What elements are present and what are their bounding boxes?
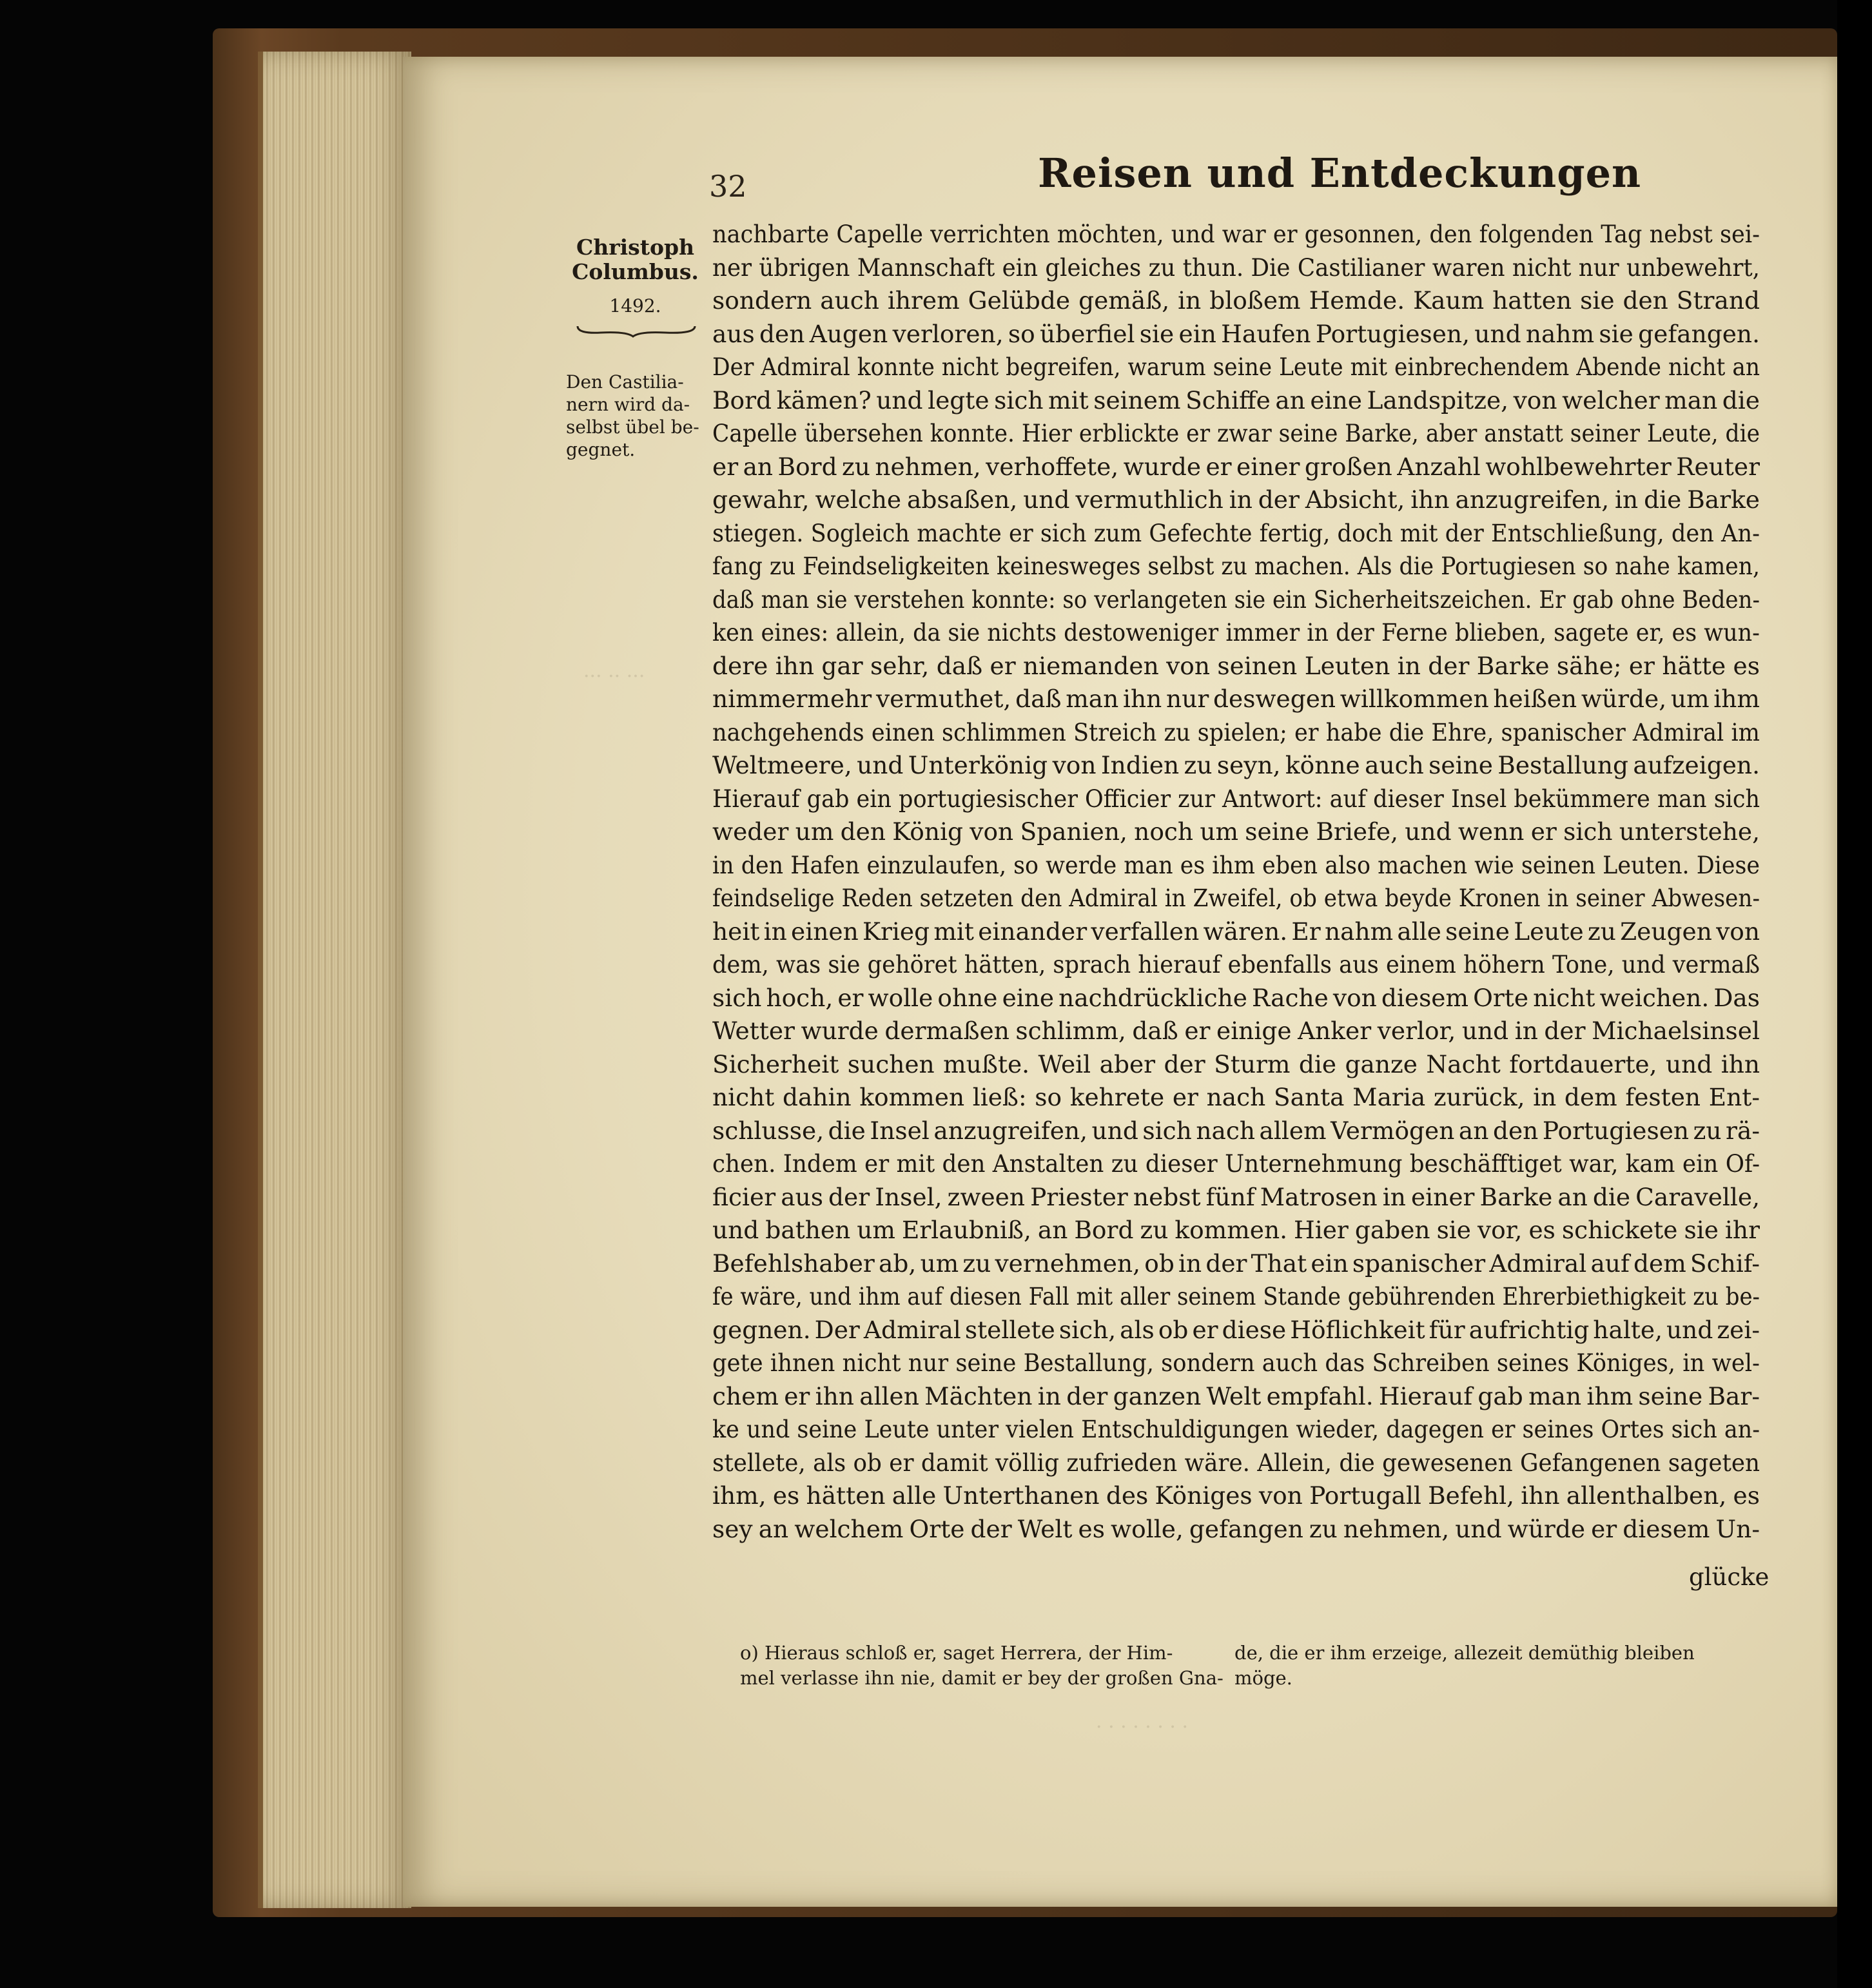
text-line: sich hoch, er wolle ohne eine nachdrückliche Rache von diesem Orte nicht weichen. Das [712, 983, 1760, 1012]
text-line: fe wäre, und ihm auf diesen Fall mit aller seinem Stande gebührenden Ehrerbiethigkeit zu be- [712, 1282, 1760, 1311]
text-line: gete ihnen nicht nur seine Bestallung, sondern auch das Schreiben seines Königes, in wel- [712, 1349, 1760, 1377]
page-edges [258, 52, 411, 1908]
margin-side-note-line: selbst übel be- [566, 416, 699, 438]
text-line: Sicherheit suchen mußte. Weil aber der Sturm die ganze Nacht fortdauerte, und ihn [712, 1049, 1760, 1078]
text-line: sondern auch ihrem Gelübde gemäß, in bloßem Hemde. Kaum hatten sie den Strand [712, 286, 1760, 315]
margin-year: 1492. [609, 295, 661, 317]
text-line: dem, was sie gehöret hätten, sprach hierauf ebenfalls aus einem höhern Tone, und vermaß [712, 950, 1760, 979]
text-line: nimmermehr vermuthet, daß man ihn nur deswegen willkommen heißen würde, um ihm [712, 685, 1760, 713]
footnote-line: möge. [1234, 1667, 1292, 1689]
footnote-line: o) Hieraus schloß er, saget Herrera, der Him- [740, 1642, 1173, 1664]
footnote-line: mel verlasse ihn nie, damit er bey der großen Gna- [740, 1667, 1224, 1689]
text-line: ner übrigen Mannschaft ein gleiches zu thun. Die Castilianer waren nicht nur unbewehrt, [712, 253, 1760, 282]
text-line: Weltmeere, und Unterkönig von Indien zu seyn, könne auch seine Bestallung aufzeigen. [712, 751, 1760, 779]
margin-heading: Christoph Columbus. [572, 235, 699, 284]
text-line: Der Admiral konnte nicht begreifen, warum seine Leute mit einbrechendem Abende nicht an [712, 353, 1760, 381]
scan-border [1837, 0, 1872, 1988]
catchword: glücke [1689, 1563, 1770, 1591]
text-line: heit in einen Krieg mit einander verfallen wären. Er nahm alle seine Leute zu Zeugen von [712, 917, 1760, 946]
text-line: stellete, als ob er damit völlig zufrieden wäre. Allein, die gewesenen Gefangenen sageten [712, 1448, 1760, 1477]
page-number: 32 [709, 169, 747, 204]
text-line: sey an welchem Orte der Welt es wolle, gefangen zu nehmen, und würde er diesem Un- [712, 1514, 1760, 1543]
footnote-column-2 [1234, 1641, 1770, 1691]
text-line: Bord kämen? und legte sich mit seinem Schiffe an eine Landspitze, von welcher man die [712, 385, 1760, 414]
text-line: nicht dahin kommen ließ: so kehrete er nach Santa Maria zurück, in dem festen Ent- [712, 1083, 1760, 1111]
text-line: Capelle übersehen konnte. Hier erblickte er zwar seine Barke, aber anstatt seiner Leute, die [712, 419, 1760, 447]
margin-side-note-line: nern wird da- [566, 394, 690, 415]
text-line: stiegen. Sogleich machte er sich zum Gefechte fertig, doch mit der Entschließung, den An- [712, 518, 1760, 547]
main-text-block [712, 218, 1760, 1546]
text-line: daß man sie verstehen konnte: so verlangeten sie ein Sicherheitszeichen. Er gab ohne Beden- [712, 585, 1760, 614]
text-line: Wetter wurde dermaßen schlimm, daß er einige Anker verlor, und in der Michaelsinsel [712, 1017, 1760, 1045]
text-line: feindselige Reden setzeten den Admiral in Zweifel, ob etwa beyde Kronen in seiner Abwesen- [712, 884, 1760, 912]
text-line: in den Hafen einzulaufen, so werde man es ihm eben also machen wie seinen Leuten. Diese [712, 850, 1760, 879]
margin-side-note [566, 371, 705, 461]
text-line: ficier aus der Insel, zween Priester nebst fünf Matrosen in einer Barke an die Caravelle, [712, 1182, 1760, 1211]
running-head: Reisen und Entdeckungen [1038, 150, 1642, 197]
text-line: schlusse, die Insel anzugreifen, und sich nach allem Vermögen an den Portugiesen zu rä- [712, 1116, 1760, 1145]
text-line: gegnen. Der Admiral stellete sich, als ob er diese Höflichkeit für aufrichtig halte, und zei- [712, 1315, 1760, 1344]
text-line: und bathen um Erlaubniß, an Bord zu kommen. Hier gaben sie vor, es schickete sie ihr [712, 1216, 1760, 1244]
text-line: nachbarte Capelle verrichten möchten, und war er gesonnen, den folgenden Tag nebst sei- [712, 220, 1760, 248]
margin-side-note-line: Den Castilia- [566, 371, 684, 393]
text-line: ken eines: allein, da sie nichts destoweniger immer in der Ferne blieben, sagete er, es wun- [712, 618, 1760, 647]
footnote-column-1 [740, 1641, 1224, 1691]
text-line: gewahr, welche absaßen, und vermuthlich in der Absicht, ihn anzugreifen, in die Barke [712, 485, 1760, 514]
margin-side-note-line: gegnet. [566, 439, 636, 460]
text-line: weder um den König von Spanien, noch um seine Briefe, und wenn er sich unterstehe, [712, 817, 1760, 846]
text-line: fang zu Feindseligkeiten keinesweges selbst zu machen. Als die Portugiesen so nahe kamen, [712, 552, 1760, 580]
text-line: chen. Indem er mit den Anstalten zu dieser Unternehmung beschäfftiget war, kam ein Of- [712, 1149, 1760, 1178]
text-line: chem er ihn allen Mächten in der ganzen Welt empfahl. Hierauf gab man ihm seine Bar- [712, 1381, 1760, 1410]
text-line: er an Bord zu nehmen, verhoffete, wurde er einer großen Anzahl wohlbewehrter Reuter [712, 452, 1760, 481]
flourish-ornament [575, 322, 697, 339]
text-line: Hierauf gab ein portugiesischer Officier zur Antwort: auf dieser Insel bekümmere man sich [712, 784, 1760, 813]
text-line: aus den Augen verloren, so überfiel sie ein Haufen Portugiesen, und nahm sie gefangen. [712, 319, 1760, 348]
text-line: nachgehends einen schlimmen Streich zu spielen; er habe die Ehre, spanischer Admiral im [712, 717, 1760, 746]
bleed-through-mark: ··· ·· ··· [583, 665, 645, 688]
bleed-through-mark: · · · · · · · · [1096, 1716, 1189, 1739]
text-line: ihm, es hätten alle Unterthanen des Königes von Portugall Befehl, ihn allenthalben, es [712, 1481, 1760, 1510]
footnote-line: de, die er ihm erzeige, allezeit demüthig bleiben [1234, 1642, 1695, 1664]
text-line: ke und seine Leute unter vielen Entschuldigungen wieder, dagegen er seines Ortes sich an- [712, 1415, 1760, 1443]
text-line: Befehlshaber ab, um zu vernehmen, ob in der That ein spanischer Admiral auf dem Schif- [712, 1249, 1760, 1278]
text-line: dere ihn gar sehr, daß er niemanden von seinen Leuten in der Barke sähe; er hätte es [712, 651, 1760, 680]
